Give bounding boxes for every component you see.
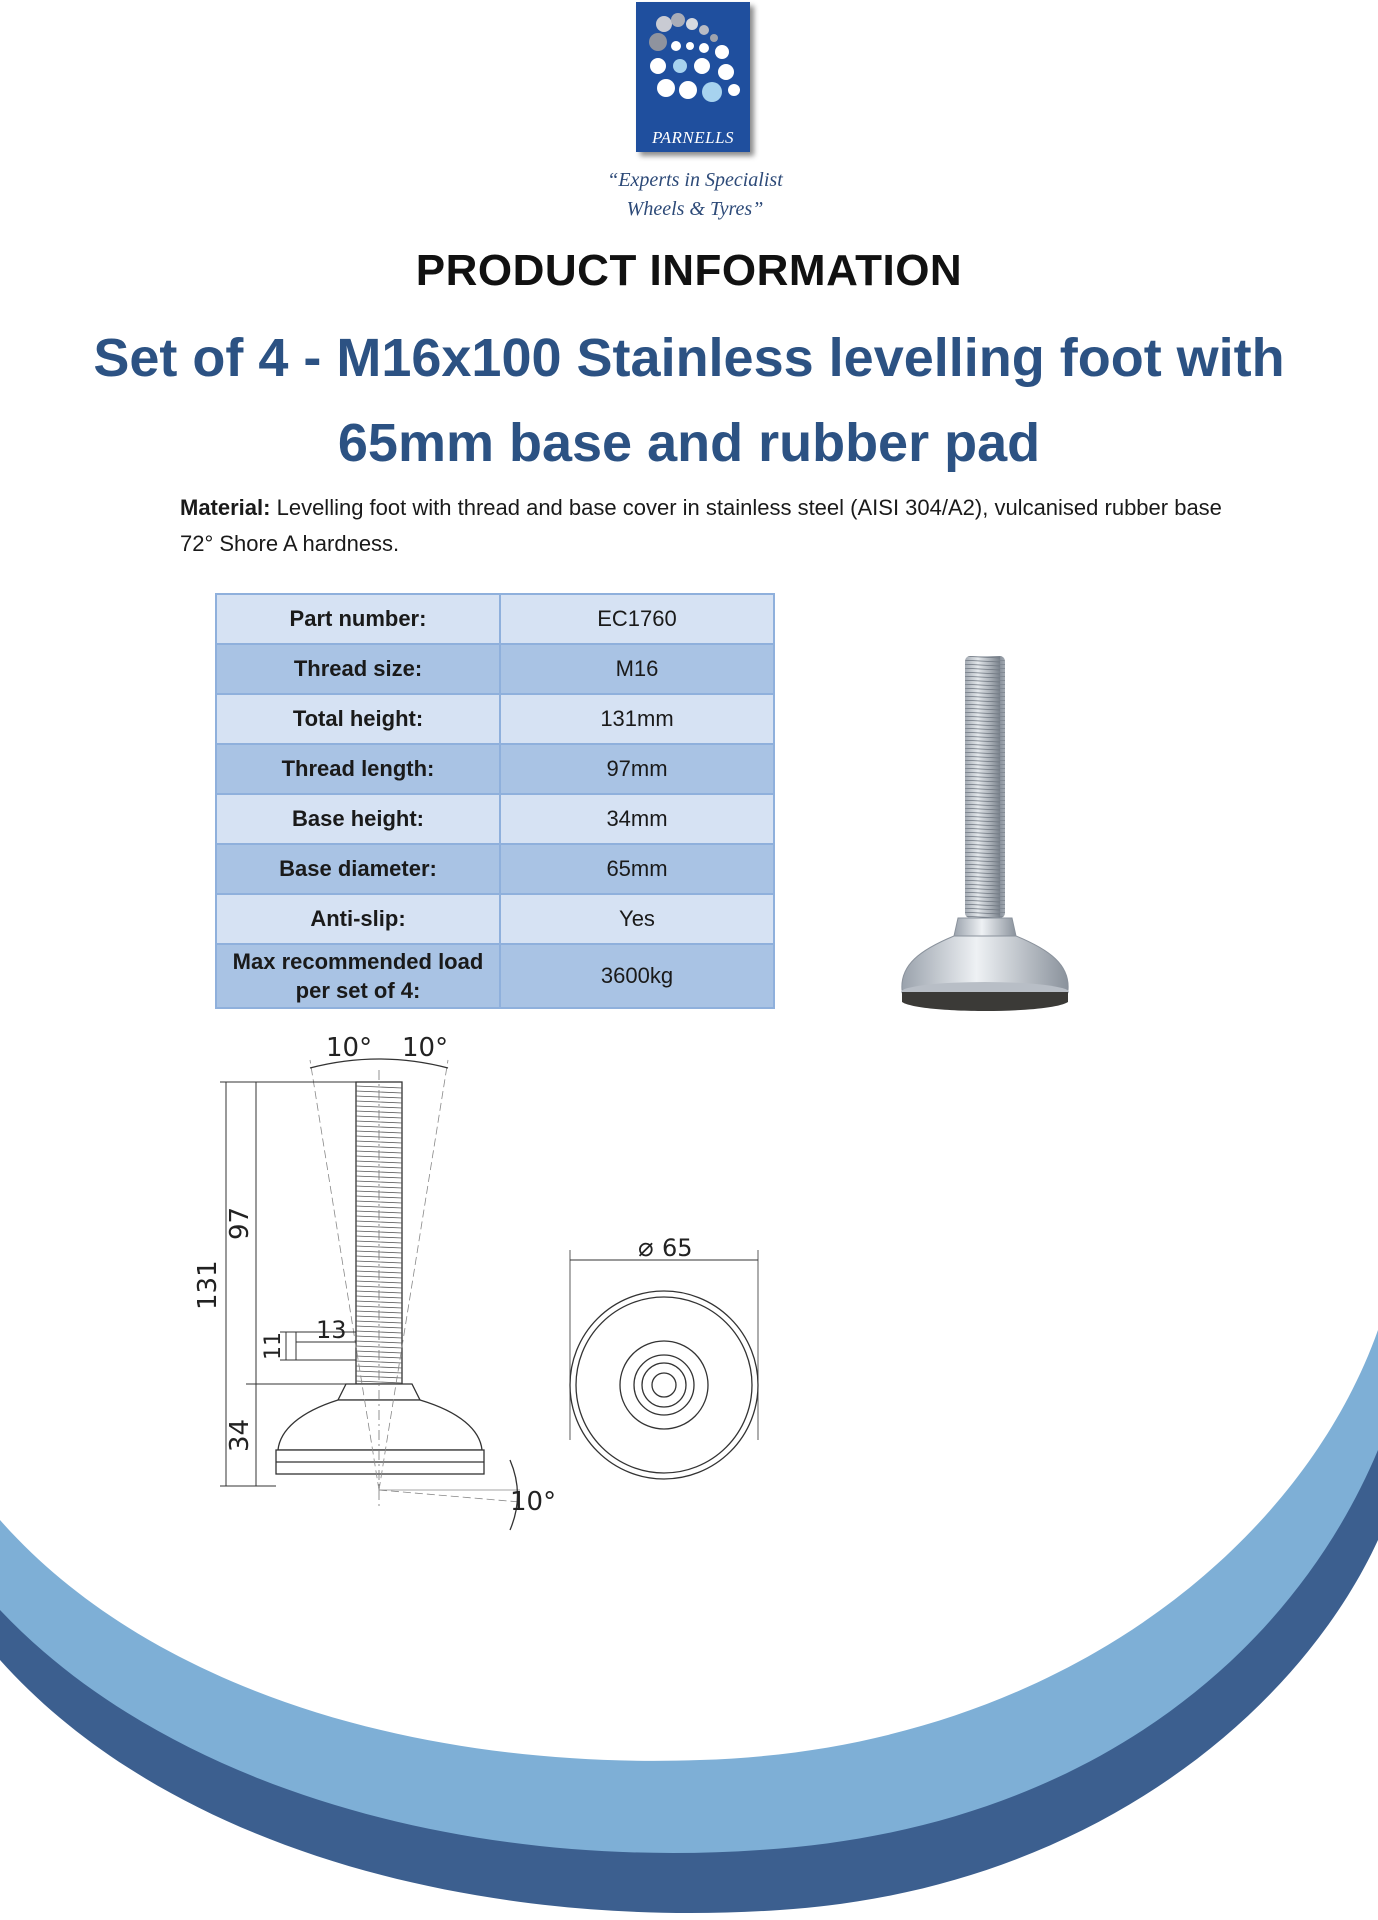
spec-row: [216, 944, 774, 1008]
spec-row: [216, 794, 774, 844]
spec-value: 3600kg: [500, 944, 774, 1008]
spec-row: [216, 644, 774, 694]
spec-value: 34mm: [500, 794, 774, 844]
total-height-label: 131: [193, 1260, 223, 1310]
product-rubber-pad: [902, 992, 1068, 1011]
material-text: Levelling foot with thread and base cover in stainless steel (AISI 304/A2), vulcanised rubber base 72° Shore A hardness.: [180, 495, 1222, 556]
product-image: [880, 640, 1090, 1020]
product-base: [902, 936, 1068, 990]
spec-label: Thread size:: [216, 644, 500, 694]
spec-label: Base height:: [216, 794, 500, 844]
spec-row: [216, 594, 774, 644]
logo-brand-text: PARNELLS: [651, 128, 735, 147]
material-description: [180, 490, 1260, 562]
dim-13-label: 13: [316, 1316, 347, 1344]
spec-row: [216, 894, 774, 944]
company-logo: [636, 2, 754, 154]
diameter-symbol: ⌀: [638, 1233, 654, 1263]
base-height-label: 34: [225, 1418, 255, 1452]
section-heading: PRODUCT INFORMATION: [415, 246, 963, 295]
spec-label-line-2: per set of 4:: [295, 978, 421, 1003]
spec-value: EC1760: [500, 594, 774, 644]
diameter-label: 65: [662, 1234, 693, 1262]
dim-11-label: 11: [261, 1332, 286, 1360]
spec-value: 131mm: [500, 694, 774, 744]
material-label: Material:: [180, 495, 271, 520]
spec-label: Thread length:: [216, 744, 500, 794]
spec-label: Part number:: [216, 594, 500, 644]
thread-length-label: 97: [225, 1206, 255, 1240]
spec-value: M16: [500, 644, 774, 694]
tagline-line-1: “Experts in Specialist: [607, 169, 783, 191]
spec-row: [216, 694, 774, 744]
logo-emblem: [636, 2, 750, 152]
product-thread: [965, 656, 1005, 918]
wheel-dots-graphic: [636, 2, 750, 126]
spec-table: [215, 593, 775, 1009]
product-title-line-1: Set of 4 - M16x100 Stainless levelling foot with: [93, 328, 1285, 388]
tagline-line-2: Wheels & Tyres”: [626, 198, 764, 220]
decorative-swoosh: [0, 1330, 1378, 1920]
spec-label-line-1: Max recommended load: [232, 949, 484, 974]
logo-tagline: [560, 166, 830, 224]
spec-label: Anti-slip:: [216, 894, 500, 944]
spec-label: Total height:: [216, 694, 500, 744]
spec-row: [216, 844, 774, 894]
spec-label: Base diameter:: [216, 844, 500, 894]
angle-left-label: 10°: [326, 1033, 373, 1063]
spec-label: [216, 944, 500, 1008]
angle-right-label: 10°: [402, 1033, 449, 1063]
spec-value: 97mm: [500, 744, 774, 794]
base-angle-label: 10°: [510, 1487, 557, 1517]
spec-value: Yes: [500, 894, 774, 944]
product-title: [60, 316, 1318, 486]
spec-row: [216, 744, 774, 794]
product-title-line-2: 65mm base and rubber pad: [337, 413, 1041, 473]
spec-value: 65mm: [500, 844, 774, 894]
